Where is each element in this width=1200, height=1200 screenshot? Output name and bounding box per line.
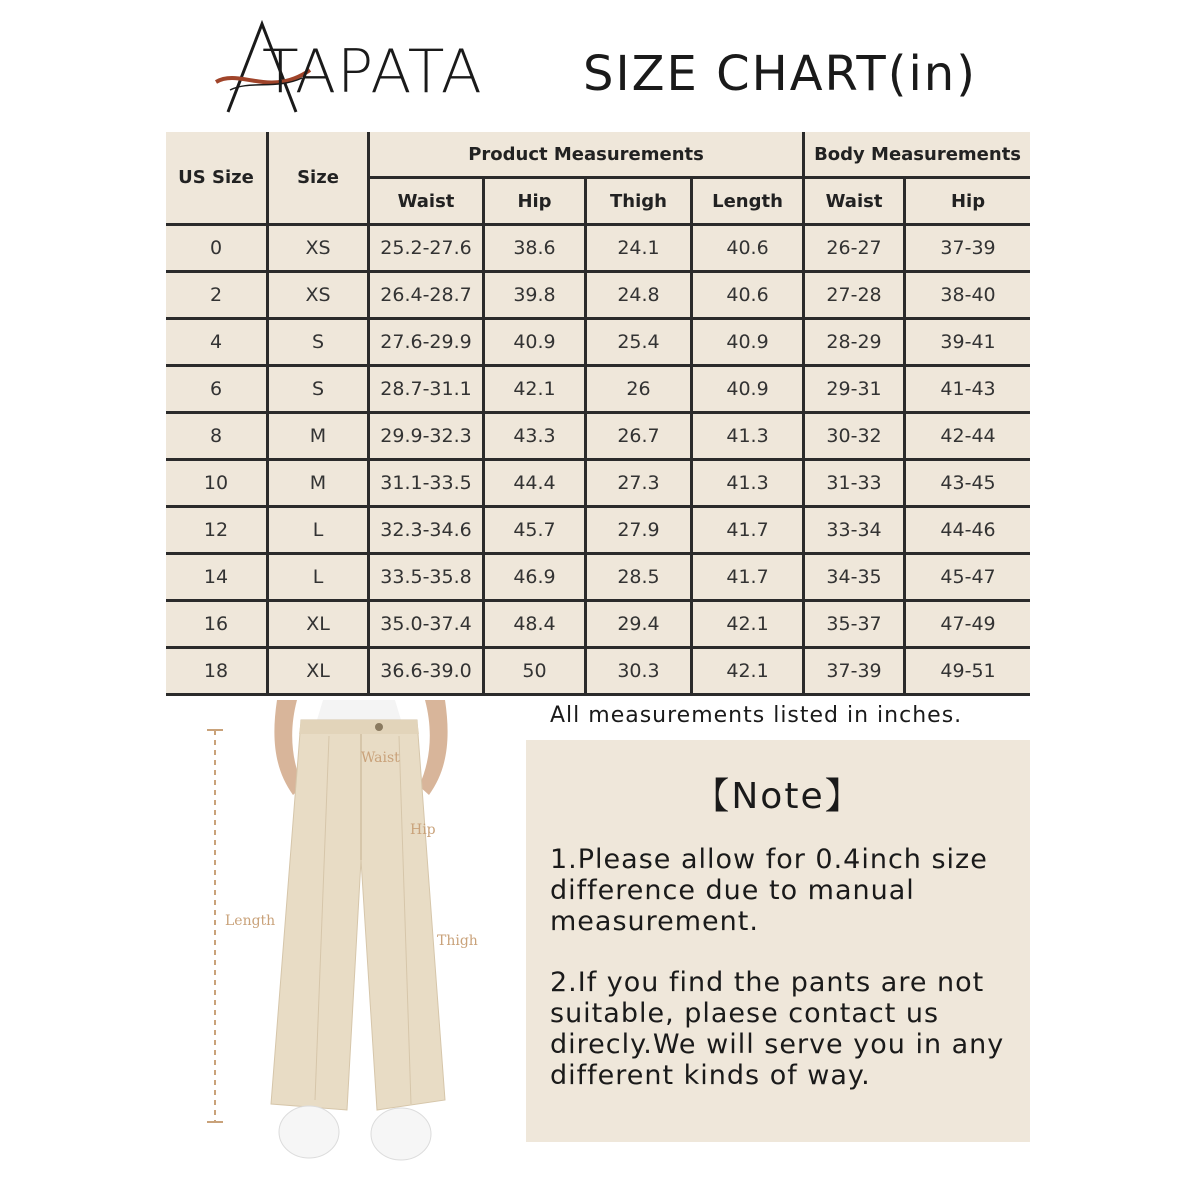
table-cell: 27.6-29.9	[370, 320, 485, 367]
table-cell: 37-39	[906, 226, 1030, 273]
table-row	[166, 508, 1030, 555]
table-cell: 28.5	[587, 555, 693, 602]
table-cell: 37-39	[805, 649, 906, 696]
table-cell: 40.6	[693, 273, 805, 320]
table-cell: 8	[166, 414, 269, 461]
header-product-thigh: Thigh	[587, 179, 693, 226]
brand-name: TAPATA	[262, 37, 483, 107]
table-cell: 26.4-28.7	[370, 273, 485, 320]
table-cell: XL	[269, 602, 370, 649]
table-cell: S	[269, 320, 370, 367]
table-cell: 44.4	[485, 461, 587, 508]
table-row	[166, 414, 1030, 461]
table-cell: L	[269, 555, 370, 602]
table-cell: 6	[166, 367, 269, 414]
note-title: 【Note】	[693, 776, 863, 817]
table-row	[166, 602, 1030, 649]
table-cell: 35-37	[805, 602, 906, 649]
table-cell: 42.1	[693, 649, 805, 696]
header-body-measurements: Body Measurements	[805, 132, 1030, 179]
table-cell: 28-29	[805, 320, 906, 367]
table-cell: 16	[166, 602, 269, 649]
pants-model-photo	[205, 700, 505, 1200]
table-cell: 10	[166, 461, 269, 508]
table-cell: 43-45	[906, 461, 1030, 508]
table-cell: 40.9	[693, 320, 805, 367]
table-cell: 14	[166, 555, 269, 602]
page-title: SIZE CHART(in)	[583, 46, 977, 102]
table-cell: 29.9-32.3	[370, 414, 485, 461]
header-body-hip: Hip	[906, 179, 1030, 226]
header-product-waist: Waist	[370, 179, 485, 226]
table-cell: 43.3	[485, 414, 587, 461]
table-cell: 24.1	[587, 226, 693, 273]
photo-label-hip: Hip	[410, 822, 436, 838]
units-note: All measurements listed in inches.	[550, 703, 963, 728]
table-cell: 41.3	[693, 414, 805, 461]
table-cell: 41.3	[693, 461, 805, 508]
table-row	[166, 273, 1030, 320]
table-cell: 26-27	[805, 226, 906, 273]
table-cell: 40.9	[485, 320, 587, 367]
table-cell: 42-44	[906, 414, 1030, 461]
table-cell: 40.6	[693, 226, 805, 273]
header-size: Size	[269, 132, 370, 226]
table-cell: 45-47	[906, 555, 1030, 602]
table-cell: 26.7	[587, 414, 693, 461]
table-cell: 45.7	[485, 508, 587, 555]
table-cell: XL	[269, 649, 370, 696]
table-cell: XS	[269, 226, 370, 273]
table-cell: 46.9	[485, 555, 587, 602]
note-item-1: 1.Please allow for 0.4inch size difference due to manual measurement.	[550, 844, 988, 937]
table-row	[166, 320, 1030, 367]
table-cell: 41.7	[693, 555, 805, 602]
table-cell: S	[269, 367, 370, 414]
photo-label-waist: Waist	[361, 750, 400, 766]
table-row	[166, 367, 1030, 414]
header	[0, 0, 1200, 130]
table-cell: 27-28	[805, 273, 906, 320]
table-cell: 31-33	[805, 461, 906, 508]
table-header-row	[166, 132, 1030, 179]
table-cell: 27.9	[587, 508, 693, 555]
table-row	[166, 649, 1030, 696]
table-cell: 29.4	[587, 602, 693, 649]
table-cell: 31.1-33.5	[370, 461, 485, 508]
table-cell: 30.3	[587, 649, 693, 696]
table-cell: 32.3-34.6	[370, 508, 485, 555]
table-row	[166, 461, 1030, 508]
table-cell: 18	[166, 649, 269, 696]
header-product-length: Length	[693, 179, 805, 226]
table-cell: 33.5-35.8	[370, 555, 485, 602]
table-cell: M	[269, 414, 370, 461]
table-cell: 25.2-27.6	[370, 226, 485, 273]
table-cell: 42.1	[693, 602, 805, 649]
table-cell: 29-31	[805, 367, 906, 414]
header-us-size: US Size	[166, 132, 269, 226]
table-cell: 41-43	[906, 367, 1030, 414]
table-cell: 50	[485, 649, 587, 696]
header-body-waist: Waist	[805, 179, 906, 226]
table-cell: XS	[269, 273, 370, 320]
table-cell: 0	[166, 226, 269, 273]
table-cell: 4	[166, 320, 269, 367]
table-cell: 39-41	[906, 320, 1030, 367]
table-cell: 28.7-31.1	[370, 367, 485, 414]
table-cell: 39.8	[485, 273, 587, 320]
note-item-2: 2.If you find the pants are not suitable, plaese contact us direcly.We will serve you in any different kinds of way.	[550, 967, 1005, 1091]
table-cell: 38.6	[485, 226, 587, 273]
table-cell: 47-49	[906, 602, 1030, 649]
table-row	[166, 555, 1030, 602]
table-cell: 36.6-39.0	[370, 649, 485, 696]
table-cell: 33-34	[805, 508, 906, 555]
table-cell: 48.4	[485, 602, 587, 649]
table-cell: 34-35	[805, 555, 906, 602]
table-cell: L	[269, 508, 370, 555]
table-cell: 35.0-37.4	[370, 602, 485, 649]
photo-label-length: Length	[225, 913, 276, 929]
table-cell: 41.7	[693, 508, 805, 555]
table-cell: 24.8	[587, 273, 693, 320]
table-cell: 27.3	[587, 461, 693, 508]
table-row	[166, 226, 1030, 273]
table-cell: 38-40	[906, 273, 1030, 320]
table-cell: 26	[587, 367, 693, 414]
table-cell: 42.1	[485, 367, 587, 414]
table-cell: 44-46	[906, 508, 1030, 555]
table-cell: 40.9	[693, 367, 805, 414]
size-chart-table	[166, 132, 1030, 696]
table-cell: 2	[166, 273, 269, 320]
photo-label-thigh: Thigh	[437, 933, 478, 949]
table-cell: 12	[166, 508, 269, 555]
table-cell: 49-51	[906, 649, 1030, 696]
header-product-hip: Hip	[485, 179, 587, 226]
note-panel	[526, 740, 1030, 1142]
table-cell: 30-32	[805, 414, 906, 461]
table-cell: 25.4	[587, 320, 693, 367]
header-product-measurements: Product Measurements	[370, 132, 805, 179]
table-cell: M	[269, 461, 370, 508]
